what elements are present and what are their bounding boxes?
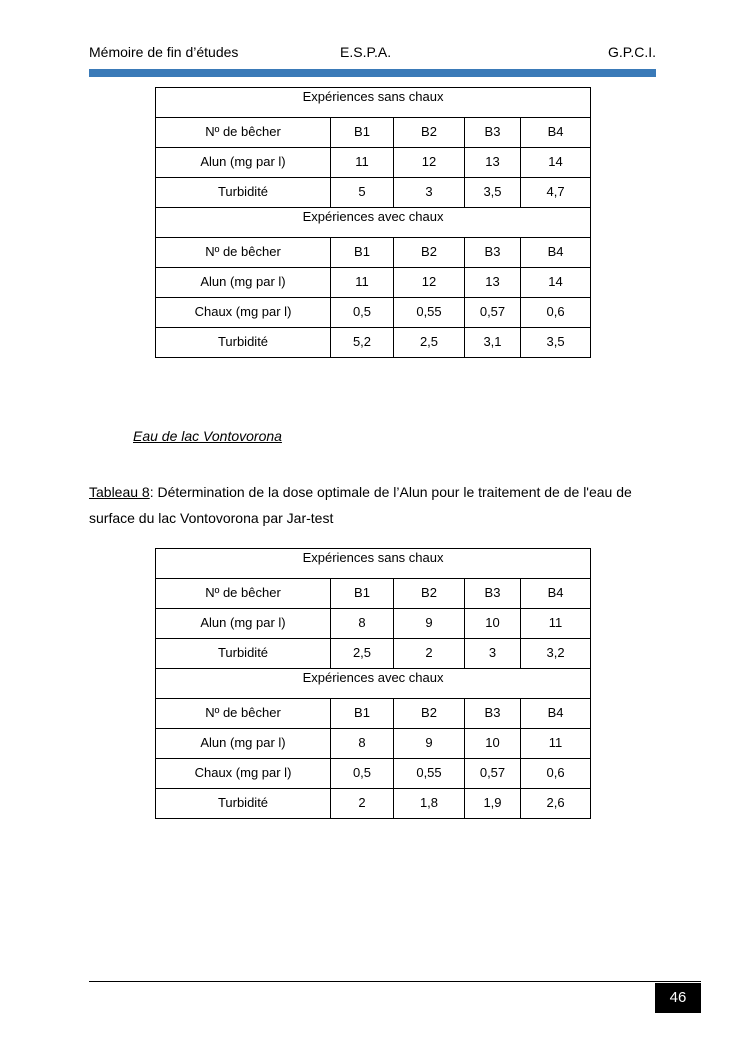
table-cell: 12 [394, 148, 465, 178]
results-table-2 [155, 548, 591, 819]
table-row [156, 729, 591, 759]
footer-line [89, 981, 701, 982]
table-cell: 14 [521, 268, 591, 298]
header-divider-bar [89, 69, 656, 77]
row-label: Turbidité [156, 328, 331, 358]
table-cell: B1 [331, 699, 394, 729]
header-right-text: G.P.C.I. [608, 44, 656, 60]
table-cell: 0,6 [521, 759, 591, 789]
table-cell: 11 [521, 729, 591, 759]
table-cell: B3 [465, 118, 521, 148]
page-header [89, 44, 656, 64]
table-cell: 10 [465, 729, 521, 759]
table-cell: 10 [465, 609, 521, 639]
table-cell: B4 [521, 238, 591, 268]
table-cell: 0,6 [521, 298, 591, 328]
table-title-text: : Détermination de la dose optimale de l’Alun pour le traitement de de l'eau de surface du lac Vontovorona par Jar-test [89, 484, 632, 526]
table-cell: 0,5 [331, 759, 394, 789]
section-header: Expériences avec chaux [156, 208, 591, 238]
table-row [156, 298, 591, 328]
table-cell: 3 [394, 178, 465, 208]
table-cell: 9 [394, 609, 465, 639]
table-row [156, 789, 591, 819]
header-left-text: Mémoire de fin d’études [89, 44, 239, 60]
table-cell: B4 [521, 579, 591, 609]
section-row [156, 208, 591, 238]
row-label: Alun (mg par l) [156, 609, 331, 639]
table-row [156, 328, 591, 358]
page-number: 46 [655, 983, 701, 1013]
table-cell: 0,55 [394, 298, 465, 328]
table-cell: B3 [465, 238, 521, 268]
table-title [89, 479, 669, 531]
table-cell: 5,2 [331, 328, 394, 358]
table-cell: 11 [331, 148, 394, 178]
table-row [156, 148, 591, 178]
row-label: Chaux (mg par l) [156, 298, 331, 328]
header-center-text: E.S.P.A. [340, 44, 392, 60]
table-cell: 11 [521, 609, 591, 639]
section-header: Expériences sans chaux [156, 88, 591, 118]
table-row [156, 699, 591, 729]
table-cell: 4,7 [521, 178, 591, 208]
table-cell: 2 [394, 639, 465, 669]
table-cell: 11 [331, 268, 394, 298]
table-cell: 2,5 [331, 639, 394, 669]
table-cell: B4 [521, 699, 591, 729]
table-row [156, 178, 591, 208]
table-row [156, 759, 591, 789]
row-label: Nº de bêcher [156, 579, 331, 609]
table-row [156, 639, 591, 669]
table-cell: B3 [465, 579, 521, 609]
table-cell: 8 [331, 609, 394, 639]
section-row [156, 669, 591, 699]
table-cell: B1 [331, 579, 394, 609]
table-cell: 13 [465, 268, 521, 298]
table-cell: B1 [331, 118, 394, 148]
row-label: Alun (mg par l) [156, 268, 331, 298]
table-cell: B3 [465, 699, 521, 729]
table-cell: 0,55 [394, 759, 465, 789]
section-row [156, 88, 591, 118]
table-cell: 3,1 [465, 328, 521, 358]
table-cell: 9 [394, 729, 465, 759]
table-cell: 0,57 [465, 759, 521, 789]
table-cell: 3,2 [521, 639, 591, 669]
table-cell: B1 [331, 238, 394, 268]
location-caption: Eau de lac Vontovorona [133, 428, 282, 444]
table-cell: 3,5 [465, 178, 521, 208]
table-cell: 13 [465, 148, 521, 178]
results-table-1 [155, 87, 591, 358]
row-label: Nº de bêcher [156, 699, 331, 729]
table-cell: 1,8 [394, 789, 465, 819]
table-cell: 3 [465, 639, 521, 669]
table-row [156, 268, 591, 298]
table-cell: 2,6 [521, 789, 591, 819]
section-header: Expériences avec chaux [156, 669, 591, 699]
table-cell: 5 [331, 178, 394, 208]
table-row [156, 118, 591, 148]
table-cell: 2 [331, 789, 394, 819]
table-row [156, 579, 591, 609]
table-row [156, 609, 591, 639]
table-cell: 8 [331, 729, 394, 759]
table-cell: B2 [394, 118, 465, 148]
table-cell: B4 [521, 118, 591, 148]
row-label: Nº de bêcher [156, 118, 331, 148]
row-label: Turbidité [156, 178, 331, 208]
table-cell: 0,57 [465, 298, 521, 328]
table-cell: B2 [394, 238, 465, 268]
table-cell: 12 [394, 268, 465, 298]
section-header: Expériences sans chaux [156, 549, 591, 579]
table-cell: 0,5 [331, 298, 394, 328]
row-label: Turbidité [156, 639, 331, 669]
table-cell: B2 [394, 579, 465, 609]
table-cell: 1,9 [465, 789, 521, 819]
table-cell: B2 [394, 699, 465, 729]
row-label: Turbidité [156, 789, 331, 819]
row-label: Alun (mg par l) [156, 148, 331, 178]
table-cell: 3,5 [521, 328, 591, 358]
table-row [156, 238, 591, 268]
row-label: Chaux (mg par l) [156, 759, 331, 789]
section-row [156, 549, 591, 579]
row-label: Alun (mg par l) [156, 729, 331, 759]
table-cell: 2,5 [394, 328, 465, 358]
table-title-label: Tableau 8 [89, 484, 150, 500]
table-cell: 14 [521, 148, 591, 178]
row-label: Nº de bêcher [156, 238, 331, 268]
